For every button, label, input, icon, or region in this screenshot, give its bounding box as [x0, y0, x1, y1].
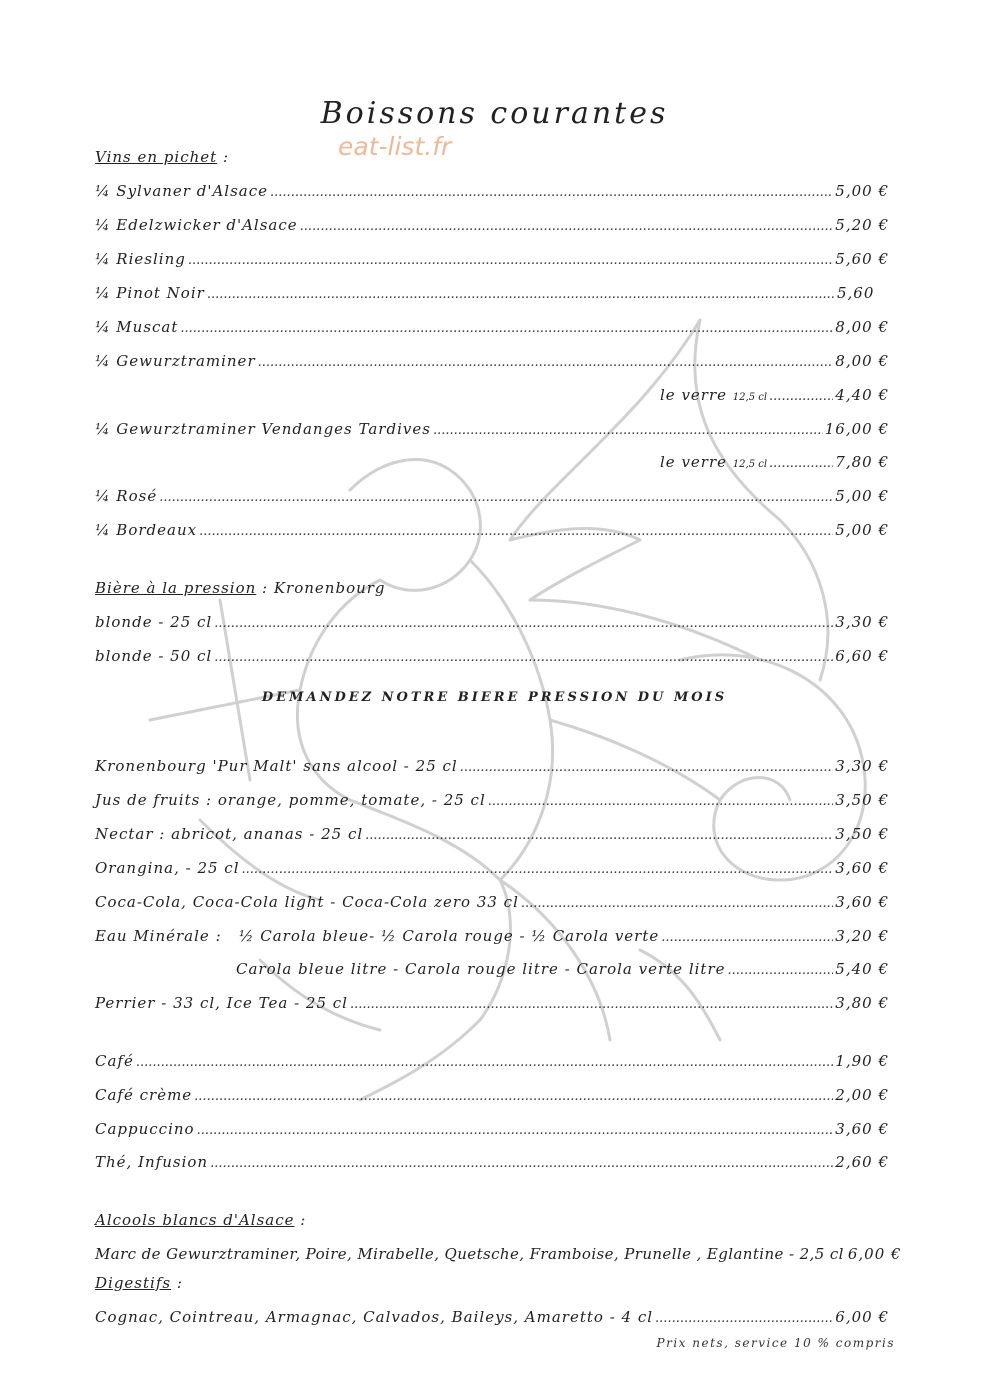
menu-item-price: 5,20 €	[835, 216, 889, 234]
menu-item-label: ¼ Rosé	[95, 487, 158, 505]
menu-row	[660, 386, 889, 404]
leader-dots	[199, 524, 833, 539]
leader-dots	[258, 355, 834, 370]
leader-dots	[365, 828, 833, 843]
menu-item-price: 5,60 €	[835, 250, 889, 268]
menu-item-price: 3,60 €	[835, 1120, 889, 1138]
menu-row	[95, 1308, 889, 1326]
menu-item-label: ¼ Gewurztraminer Vendanges Tardives	[95, 420, 431, 438]
menu-item-price: 2,00 €	[835, 1086, 889, 1104]
menu-item-price: 6,00 €	[835, 1308, 889, 1326]
menu-item-price: 3,60 €	[835, 893, 889, 911]
menu-item-label: ¼ Riesling	[95, 250, 186, 268]
menu-row	[95, 757, 889, 775]
watermark-text: eat-list.fr	[338, 132, 452, 161]
menu-item-label: Nectar : abricot, ananas - 25 cl	[95, 825, 364, 843]
menu-item-label: Marc de Gewurztraminer, Poire, Mirabelle, Quetsche, Framboise, Prunelle , Eglantine - 2,5 cl	[95, 1245, 844, 1263]
leader-dots	[350, 997, 833, 1012]
leader-dots	[188, 253, 833, 268]
menu-item-label: Cappuccino	[95, 1120, 195, 1138]
menu-item-label: blonde - 25 cl	[95, 613, 213, 631]
menu-item-price: 7,80 €	[835, 453, 889, 471]
section-heading-biere-label: Bière à la pression	[95, 579, 257, 597]
leader-dots	[210, 1156, 833, 1171]
menu-item-label: blonde - 50 cl	[95, 647, 213, 665]
menu-item-price: 5,00 €	[835, 521, 889, 539]
leader-dots	[769, 456, 833, 471]
menu-row	[95, 859, 889, 877]
leader-dots	[769, 389, 833, 404]
menu-row	[95, 1245, 902, 1263]
menu-item-label: Café crème	[95, 1086, 193, 1104]
menu-row	[95, 825, 889, 843]
menu-item-label: ¼ Pinot Noir	[95, 284, 205, 302]
menu-item-label: ¼ Muscat	[95, 318, 179, 336]
menu-row	[236, 960, 889, 978]
menu-item-price: 5,00 €	[835, 487, 889, 505]
section-heading-digestifs-suffix: :	[171, 1274, 183, 1292]
menu-row	[95, 613, 889, 631]
menu-item-price: 6,60 €	[835, 647, 889, 665]
menu-item-price: 1,90 €	[835, 1052, 889, 1070]
menu-item-label: Kronenbourg 'Pur Malt' sans alcool - 25 cl	[95, 757, 458, 775]
section-heading-biere-suffix: : Kronenbourg	[256, 579, 386, 597]
menu-item-volume: 12,5 cl	[732, 392, 768, 403]
leader-dots	[433, 423, 823, 438]
menu-row	[95, 1153, 889, 1171]
leader-dots	[521, 896, 833, 911]
menu-item-label: Carola bleue litre - Carola rouge litre - Carola verte litre	[236, 960, 726, 978]
page-title: Boissons courantes	[320, 96, 669, 131]
leader-dots	[655, 1311, 833, 1326]
menu-row	[95, 521, 889, 539]
menu-item-price: 3,50 €	[835, 825, 889, 843]
menu-item-price: 4,40 €	[835, 386, 889, 404]
menu-item-price: 16,00 €	[824, 420, 889, 438]
menu-item-price: 6,00 €	[847, 1245, 902, 1263]
section-heading-alcools-label: Alcools blancs d'Alsace	[95, 1211, 295, 1229]
menu-item-label: Café	[95, 1052, 134, 1070]
menu-item-price: 3,60 €	[835, 859, 889, 877]
menu-row	[95, 182, 889, 200]
menu-row	[95, 487, 889, 505]
menu-item-label: Perrier - 33 cl, Ice Tea - 25 cl	[95, 994, 348, 1012]
leader-dots	[728, 963, 834, 978]
leader-dots	[214, 650, 833, 665]
menu-item-label: Coca-Cola, Coca-Cola light - Coca-Cola zero 33 cl	[95, 893, 519, 911]
menu-item-price: 5,40 €	[835, 960, 889, 978]
menu-item-label: Jus de fruits : orange, pomme, tomate, - 25 cl	[95, 791, 486, 809]
menu-row	[95, 927, 889, 945]
menu-row	[95, 647, 889, 665]
menu-row	[95, 352, 889, 370]
footer-note: Prix nets, service 10 % compris	[656, 1336, 895, 1350]
menu-row	[95, 1052, 889, 1070]
menu-row	[660, 453, 889, 471]
menu-item-label: le verre	[660, 386, 728, 404]
menu-row	[95, 1086, 889, 1104]
menu-row	[95, 994, 889, 1012]
menu-item-label: ¼ Bordeaux	[95, 521, 198, 539]
section-heading-vins-suffix: :	[217, 148, 229, 166]
menu-item-label: Cognac, Cointreau, Armagnac, Calvados, Baileys, Amaretto - 4 cl	[95, 1308, 654, 1326]
leader-dots	[197, 1123, 834, 1138]
section-heading-alcools	[95, 1211, 306, 1229]
menu-row	[95, 420, 889, 438]
menu-item-volume: 12,5 cl	[732, 459, 768, 470]
section-heading-biere	[95, 579, 386, 597]
leader-dots	[159, 490, 833, 505]
menu-item-label: ¼ Gewurztraminer	[95, 352, 256, 370]
menu-item-label: Orangina, - 25 cl	[95, 859, 240, 877]
menu-item-label: ¼ Sylvaner d'Alsace	[95, 182, 269, 200]
menu-item-label: le verre	[660, 453, 728, 471]
menu-item-price: 3,30 €	[835, 757, 889, 775]
leader-dots	[214, 616, 833, 631]
announcement-banner: DEMANDEZ NOTRE BIERE PRESSION DU MOIS	[261, 690, 728, 705]
menu-row	[95, 216, 889, 234]
leader-dots	[242, 862, 834, 877]
menu-item-price: 8,00 €	[835, 352, 889, 370]
leader-dots	[136, 1055, 833, 1070]
menu-row	[95, 250, 889, 268]
section-heading-vins	[95, 148, 229, 166]
menu-row	[95, 893, 889, 911]
menu-row	[95, 318, 889, 336]
leader-dots	[460, 760, 834, 775]
section-heading-digestifs	[95, 1274, 183, 1292]
menu-item-price: 5,60	[837, 284, 875, 302]
menu-item-label: Eau Minérale : ½ Carola bleue- ½ Carola rouge - ½ Carola verte	[95, 927, 660, 945]
menu-row	[95, 791, 889, 809]
section-heading-alcools-suffix: :	[294, 1211, 307, 1229]
leader-dots	[300, 219, 834, 234]
menu-item-price: 3,20 €	[835, 927, 889, 945]
leader-dots	[194, 1089, 833, 1104]
section-heading-vins-label: Vins en pichet	[95, 148, 218, 166]
menu-item-price: 3,80 €	[835, 994, 889, 1012]
menu-item-label: ¼ Edelzwicker d'Alsace	[95, 216, 298, 234]
menu-item-price: 3,30 €	[835, 613, 889, 631]
leader-dots	[180, 321, 833, 336]
menu-item-price: 5,00 €	[835, 182, 889, 200]
menu-item-label: Thé, Infusion	[95, 1153, 209, 1171]
menu-item-price: 2,60 €	[835, 1153, 889, 1171]
menu-row	[95, 1120, 889, 1138]
menu-item-price: 8,00 €	[835, 318, 889, 336]
leader-dots	[270, 185, 833, 200]
menu-item-price: 3,50 €	[835, 791, 889, 809]
menu-row	[95, 284, 889, 302]
leader-dots	[661, 930, 833, 945]
section-heading-digestifs-label: Digestifs	[95, 1274, 172, 1292]
leader-dots	[488, 794, 834, 809]
leader-dots	[207, 287, 835, 302]
